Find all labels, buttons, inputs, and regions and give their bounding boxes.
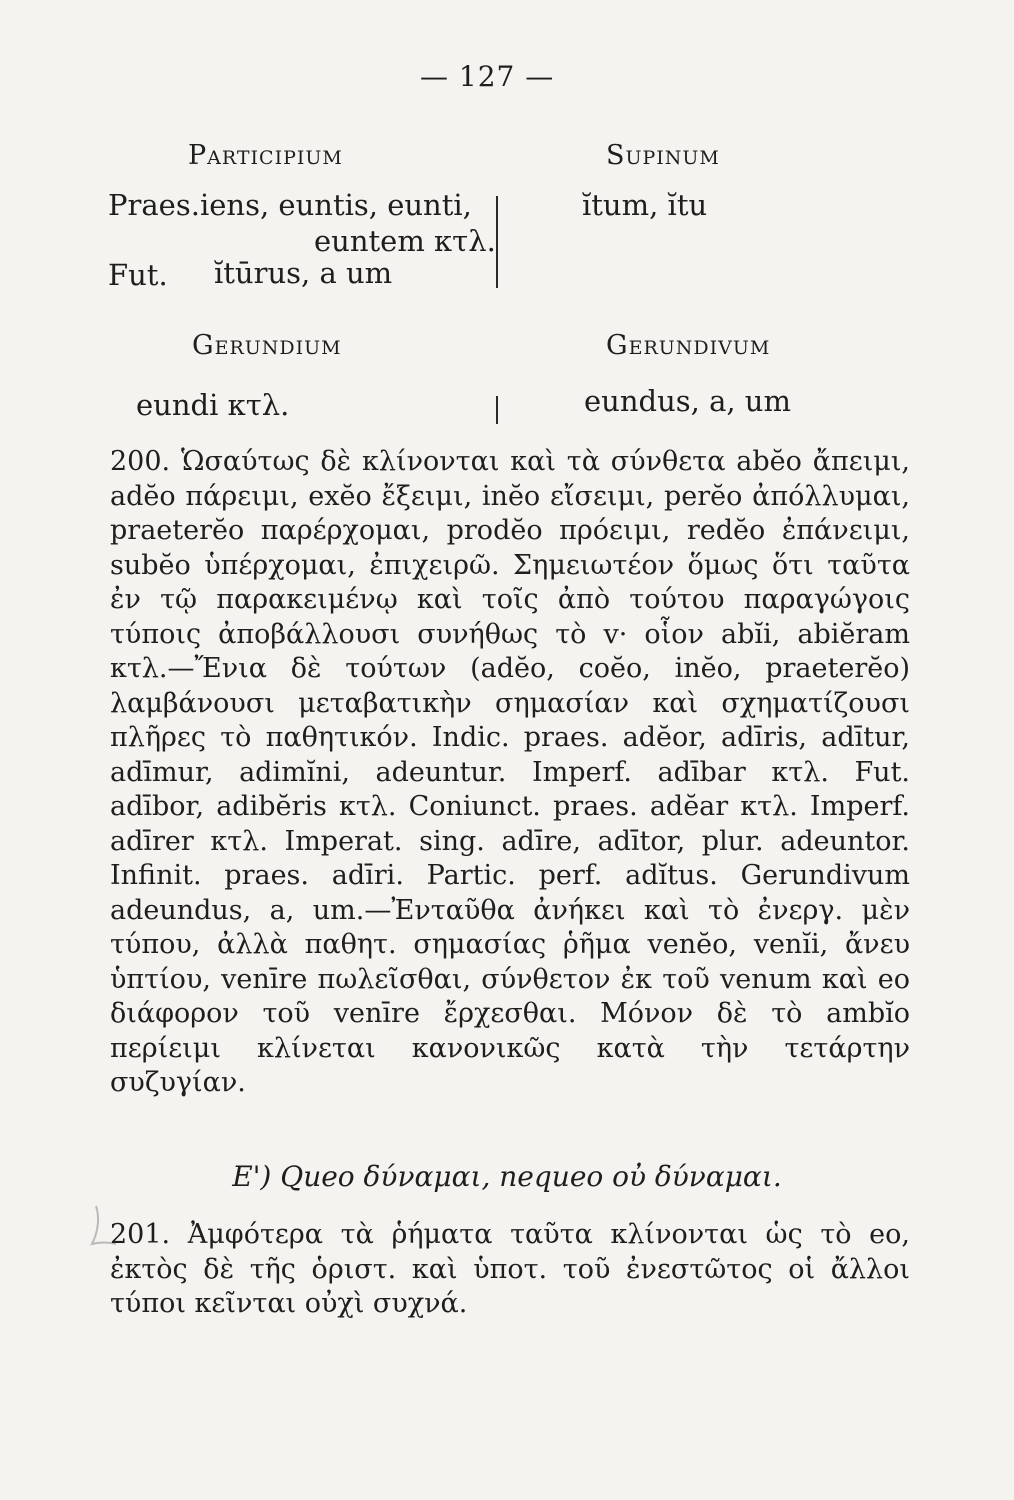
supinum-forms: ĭtum, ĭtu bbox=[582, 188, 708, 222]
fut-forms: ĭtūrus, a um bbox=[214, 256, 393, 290]
section-201-text: 201. Ἀμφότερα τὰ ῥήματα ταῦτα κλίνονται ὡς τὸ eo, ἐκτὸς δὲ τῆς ὁριστ. καὶ ὑποτ. τοῦ ἐνεστῶτος οἱ ἄλλοι τύποι κεῖνται οὐχὶ συχνά. bbox=[110, 1219, 910, 1319]
gerundivum-forms: eundus, a, um bbox=[584, 384, 791, 418]
gerundium-forms: eundi κτλ. bbox=[136, 388, 290, 422]
gerundivum-heading: Gerundivum bbox=[606, 330, 771, 361]
page-number: — 127 — bbox=[420, 60, 555, 93]
section-e-heading: E') Queo δύναμαι, nequeo οὐ δύναμαι. bbox=[232, 1160, 782, 1193]
praes-forms: iens, euntis, eunti, bbox=[200, 188, 472, 222]
gerundium-heading: Gerundium bbox=[192, 330, 342, 361]
participium-heading: Participium bbox=[188, 140, 343, 171]
fut-label: Fut. bbox=[108, 258, 168, 292]
column-divider-top bbox=[496, 196, 498, 288]
section-200 bbox=[110, 445, 910, 1101]
section-200-text: 200. Ὡσαύτως δὲ κλίνονται καὶ τὰ σύνθετα abĕo ἄπειμι, adĕo πάρειμι, exĕo ἔξειμι, inĕo εἴσειμι, perĕo ἀπόλλυμαι, praeterĕo παρέρχομαι, prodĕo πρόειμι, redĕo ἐπάνειμι, subĕo ὑπέρχομαι, ἐπιχειρῶ. Σημειωτέον ὅμως ὅτι ταῦτα ἐν τῷ παρακειμένῳ καὶ τοῖς ἀπὸ τούτου παραγώγοις τύποις ἀποβάλλουσι συνήθως τὸ v· οἷον abĭi, abiĕram κτλ.—Ἔνια δὲ τούτων (adĕo, coĕo, inĕo, praeterĕo) λαμβάνουσι μεταβατικὴν σημασίαν καὶ σχηματίζουσι πλῆρες τὸ παθητικόν. Indic. praes. adĕor, adīris, adītur, adīmur, adimĭni, adeuntur. Imperf. adībar κτλ. Fut. adībor, adibĕris κτλ. Coniunct. praes. adĕar κτλ. Imperf. adīrer κτλ. Imperat. sing. adīre, adītor, plur. adeuntor. Infinit. praes. adīri. Partic. perf. adĭtus. Gerundivum adeundus, a, um.—Ἐνταῦθα ἀνήκει καὶ τὸ ἐνεργ. μὲν τύπου, ἀλλὰ παθητ. σημασίας ῥῆμα venĕo, venĭi, ἄνευ ὑπτίου, venīre πωλεῖσθαι, σύνθετον ἐκ τοῦ venum καὶ eo διάφορον τοῦ venīre ἔρχεσθαι. Μόνον δὲ τὸ ambĭo περίειμι κλίνεται κανονικῶς κατὰ τὴν τετάρτην συζυγίαν. bbox=[110, 446, 910, 1098]
section-201 bbox=[110, 1218, 910, 1322]
praes-forms-cont: euntem κτλ. bbox=[314, 224, 496, 258]
praes-label: Praes. bbox=[108, 188, 200, 222]
supinum-heading: Supinum bbox=[606, 140, 720, 171]
column-divider-bottom bbox=[496, 396, 498, 424]
